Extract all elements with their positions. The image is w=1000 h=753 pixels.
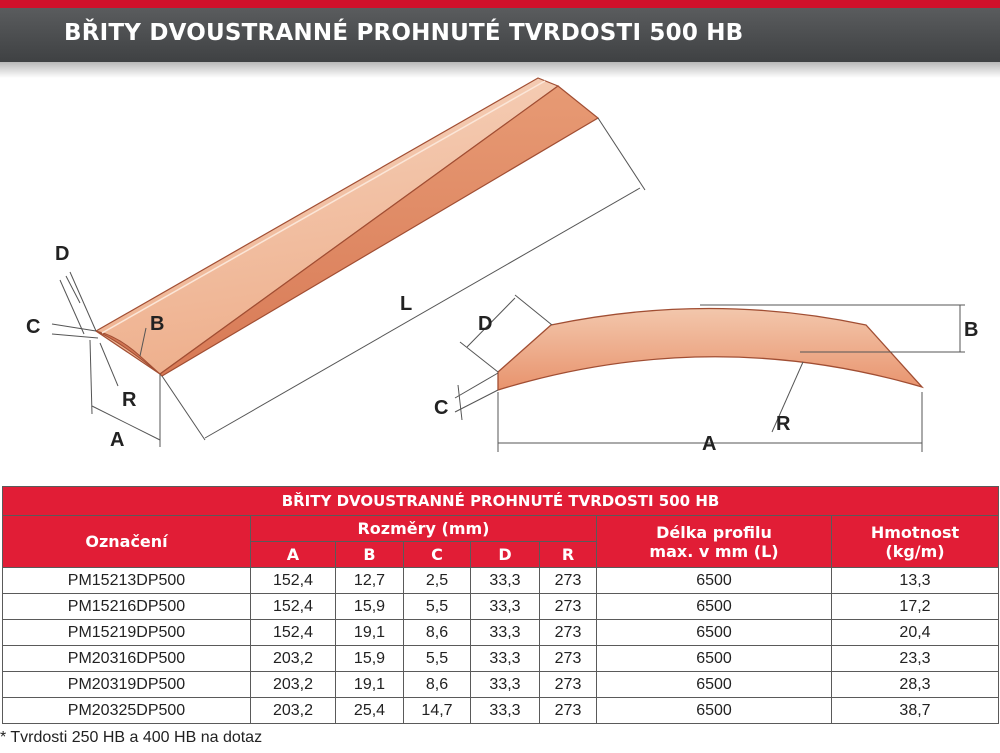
right-label-b: B bbox=[964, 319, 979, 341]
left-label-d: D bbox=[55, 243, 70, 265]
blade-profile-shape bbox=[498, 309, 922, 391]
blade-long-face bbox=[160, 86, 598, 376]
header-r: R bbox=[540, 542, 597, 568]
header-c: C bbox=[404, 542, 471, 568]
cell-d: 33,3 bbox=[471, 568, 540, 594]
left-label-c: C bbox=[26, 316, 41, 338]
cell-r: 273 bbox=[540, 698, 597, 724]
right-label-c: C bbox=[434, 397, 449, 419]
spec-table bbox=[2, 486, 999, 724]
cell-length: 6500 bbox=[597, 620, 832, 646]
right-label-r: R bbox=[776, 413, 791, 435]
cell-a: 203,2 bbox=[251, 646, 336, 672]
header-bar bbox=[0, 8, 1000, 62]
left-label-a: A bbox=[110, 429, 125, 451]
cell-b: 15,9 bbox=[336, 646, 404, 672]
cell-c: 8,6 bbox=[404, 672, 471, 698]
cell-c: 5,5 bbox=[404, 594, 471, 620]
cell-designation: PM15219DP500 bbox=[3, 620, 251, 646]
right-label-d: D bbox=[478, 313, 493, 335]
header-weight-line2: (kg/m) bbox=[885, 541, 945, 561]
cell-weight: 13,3 bbox=[832, 568, 999, 594]
header-profile-length-line2: max. v mm (L) bbox=[649, 541, 779, 561]
cell-r: 273 bbox=[540, 646, 597, 672]
cell-length: 6500 bbox=[597, 698, 832, 724]
header-dimensions: Rozměry (mm) bbox=[251, 516, 597, 542]
page-title: BŘITY DVOUSTRANNÉ PROHNUTÉ TVRDOSTI 500 HB bbox=[64, 20, 744, 46]
cell-c: 8,6 bbox=[404, 620, 471, 646]
cell-a: 152,4 bbox=[251, 620, 336, 646]
header-b: B bbox=[336, 542, 404, 568]
cell-a: 203,2 bbox=[251, 672, 336, 698]
cell-length: 6500 bbox=[597, 594, 832, 620]
header-profile-length bbox=[597, 516, 832, 568]
blade-diagram bbox=[0, 62, 1000, 462]
cell-r: 273 bbox=[540, 594, 597, 620]
table-row bbox=[3, 646, 999, 672]
blade-3d bbox=[96, 78, 598, 376]
left-label-b: B bbox=[150, 313, 165, 335]
footnote: * Tvrdosti 250 HB a 400 HB na dotaz bbox=[0, 729, 263, 746]
cell-weight: 17,2 bbox=[832, 594, 999, 620]
header-designation: Označení bbox=[3, 516, 251, 568]
cell-designation: PM15213DP500 bbox=[3, 568, 251, 594]
right-label-a: A bbox=[702, 433, 717, 455]
table-title: BŘITY DVOUSTRANNÉ PROHNUTÉ TVRDOSTI 500 HB bbox=[3, 487, 999, 516]
left-label-l: L bbox=[400, 293, 413, 315]
cell-b: 19,1 bbox=[336, 620, 404, 646]
table-row bbox=[3, 568, 999, 594]
cell-designation: PM20316DP500 bbox=[3, 646, 251, 672]
left-label-r: R bbox=[122, 389, 137, 411]
table-row bbox=[3, 698, 999, 724]
cell-length: 6500 bbox=[597, 672, 832, 698]
cell-weight: 38,7 bbox=[832, 698, 999, 724]
header-profile-length-line1: Délka profilu bbox=[656, 522, 772, 542]
table-row bbox=[3, 594, 999, 620]
cell-weight: 23,3 bbox=[832, 646, 999, 672]
table-row bbox=[3, 620, 999, 646]
cell-d: 33,3 bbox=[471, 672, 540, 698]
cell-c: 2,5 bbox=[404, 568, 471, 594]
cell-designation: PM15216DP500 bbox=[3, 594, 251, 620]
header-weight-line1: Hmotnost bbox=[870, 522, 960, 542]
cell-d: 33,3 bbox=[471, 594, 540, 620]
cell-a: 152,4 bbox=[251, 568, 336, 594]
cell-d: 33,3 bbox=[471, 698, 540, 724]
table-row bbox=[3, 672, 999, 698]
cell-a: 203,2 bbox=[251, 698, 336, 724]
cell-c: 14,7 bbox=[404, 698, 471, 724]
cell-a: 152,4 bbox=[251, 594, 336, 620]
cell-weight: 20,4 bbox=[832, 620, 999, 646]
cell-r: 273 bbox=[540, 672, 597, 698]
cell-designation: PM20319DP500 bbox=[3, 672, 251, 698]
left-dimension-lines bbox=[52, 118, 645, 447]
cell-b: 15,9 bbox=[336, 594, 404, 620]
cell-c: 5,5 bbox=[404, 646, 471, 672]
top-accent-line bbox=[0, 0, 1000, 8]
cell-d: 33,3 bbox=[471, 646, 540, 672]
cell-b: 25,4 bbox=[336, 698, 404, 724]
header-weight bbox=[832, 516, 999, 568]
cell-length: 6500 bbox=[597, 646, 832, 672]
header-d: D bbox=[471, 542, 540, 568]
cell-b: 12,7 bbox=[336, 568, 404, 594]
cell-designation: PM20325DP500 bbox=[3, 698, 251, 724]
header-a: A bbox=[251, 542, 336, 568]
cell-r: 273 bbox=[540, 620, 597, 646]
cell-d: 33,3 bbox=[471, 620, 540, 646]
cell-weight: 28,3 bbox=[832, 672, 999, 698]
cell-b: 19,1 bbox=[336, 672, 404, 698]
cell-length: 6500 bbox=[597, 568, 832, 594]
cell-r: 273 bbox=[540, 568, 597, 594]
